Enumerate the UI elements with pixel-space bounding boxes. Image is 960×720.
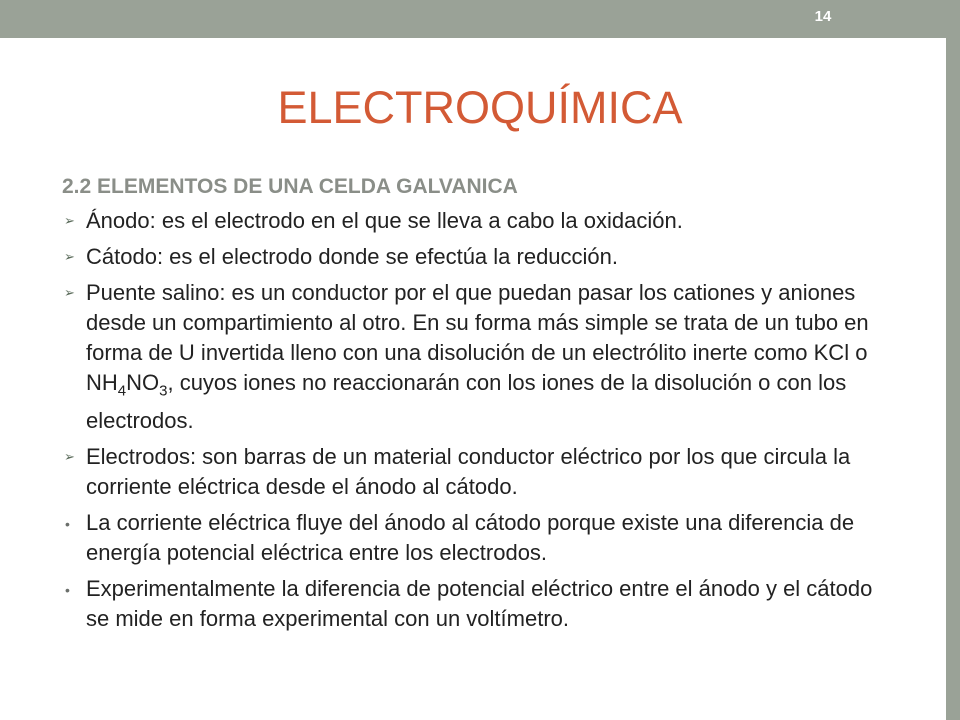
- round-bullet-icon: •: [65, 582, 70, 599]
- bullet-text: La corriente eléctrica fluye del ánodo al cátodo porque existe una diferencia de energía potencial eléctrica entre los electrodos.: [86, 510, 855, 566]
- slide-title: ELECTROQUÍMICA: [277, 82, 683, 133]
- bullet-catodo: [60, 242, 900, 272]
- bullet-text: Electrodos: son barras de un material conductor eléctrico por los que circula la corriente eléctrica desde el ánodo al cátodo.: [86, 444, 851, 500]
- arrowhead-bullet-icon: ➢: [64, 249, 75, 264]
- slide-content: [60, 172, 900, 640]
- bullet-anodo: [60, 206, 900, 236]
- subscript: 4: [117, 382, 127, 400]
- bullet-corriente: [60, 508, 900, 568]
- bullet-text: Experimentalmente la diferencia de potencial eléctrico entre el ánodo y el cátodo se mide en forma experimental con un voltímetro.: [86, 576, 873, 632]
- bullet-text: Ánodo: es el electrodo en el que se lleva a cabo la oxidación.: [86, 208, 683, 233]
- bullet-text: Cátodo: es el electrodo donde se efectúa la reducción.: [86, 244, 619, 269]
- subscript: 3: [159, 382, 168, 400]
- bullet-experimental: [60, 574, 900, 634]
- bullet-text: Puente salino: es un conductor por el que puedan pasar los cationes y aniones desde un compartimiento al otro. En su forma más simple se trata de un tubo en forma de U invertida lleno con una disolución de un electrólito inerte como KCl o NH: [86, 280, 869, 395]
- bullet-electrodos: [60, 442, 900, 502]
- top-bar: [0, 0, 946, 38]
- page-number: 14: [814, 8, 832, 25]
- round-bullet-icon: •: [65, 516, 70, 533]
- bullet-text: NO: [126, 370, 160, 395]
- bullet-text: , cuyos iones no reaccionarán con los iones de la disolución o con los electrodos.: [86, 370, 847, 434]
- arrowhead-bullet-icon: ➢: [64, 213, 75, 228]
- bullet-puente-salino: [60, 278, 900, 436]
- arrowhead-bullet-icon: ➢: [64, 285, 75, 300]
- arrowhead-bullet-icon: ➢: [64, 449, 75, 465]
- section-subtitle: 2.2 ELEMENTOS DE UNA CELDA GALVANICA: [62, 175, 518, 198]
